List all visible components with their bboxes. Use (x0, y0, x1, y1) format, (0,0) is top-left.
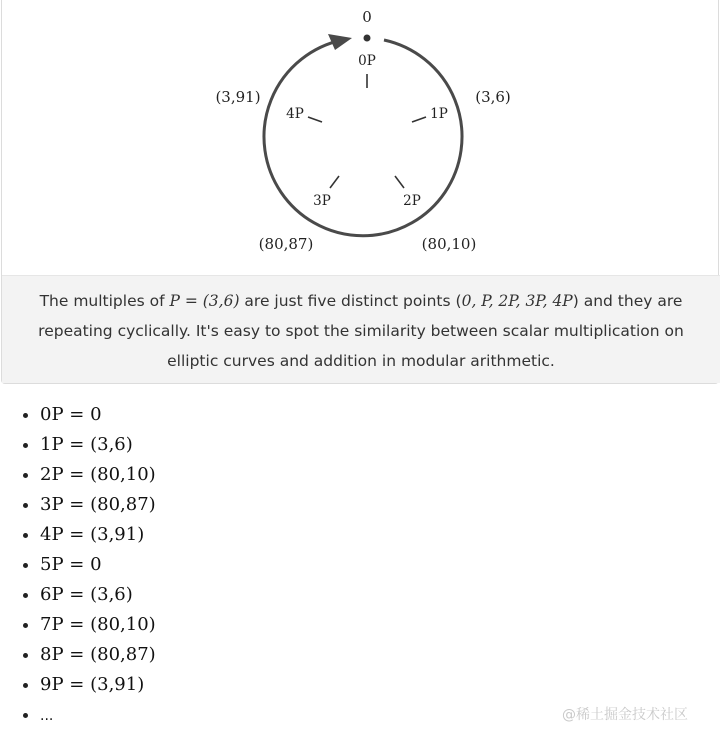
point-label-80-10: (80,10) (421, 235, 477, 253)
point-label-3-91: (3,91) (215, 88, 261, 106)
node-label-2p: 2P (403, 193, 421, 209)
list-item: 8P = (80,87) (18, 640, 156, 670)
point-label-3-6: (3,6) (475, 88, 511, 106)
watermark: @稀土掘金技术社区 (562, 707, 688, 723)
tick-3p (330, 176, 339, 188)
node-label-4p: 4P (286, 106, 304, 122)
figure (1, 0, 719, 384)
arrow-head-icon (328, 34, 352, 50)
caption-point-set: 0, P, 2P, 3P, 4P (461, 292, 573, 310)
caption-prefix: The multiples of (39, 292, 170, 310)
cycle-arc (264, 40, 462, 236)
caption-p-equation: P = (3,6) (169, 292, 240, 310)
list-item: 9P = (3,91) (18, 670, 156, 700)
figure-caption (2, 275, 720, 383)
tick-2p (395, 176, 404, 188)
point-label-80-87: (80,87) (258, 235, 314, 253)
cycle-svg (2, 0, 720, 275)
list-item: 4P = (3,91) (18, 520, 156, 550)
node-label-1p: 1P (430, 106, 448, 122)
list-item: 3P = (80,87) (18, 490, 156, 520)
list-item: 1P = (3,6) (18, 430, 156, 460)
list-item: 2P = (80,10) (18, 460, 156, 490)
list-item (18, 700, 156, 730)
ellipsis-text: ... (40, 708, 54, 724)
node-label-0p: 0P (358, 53, 376, 69)
list-item: 5P = 0 (18, 550, 156, 580)
caption-middle: are just five distinct points ( (239, 292, 462, 310)
caption-suffix: ) and they are repeating cyclically. It's easy to spot the similarity between scalar multiplication on elliptic curves and addition in modular arithmetic. (38, 292, 684, 370)
node-label-3p: 3P (313, 193, 331, 209)
zero-point-dot (364, 35, 371, 42)
top-zero-label: 0 (362, 8, 372, 26)
list-item: 6P = (3,6) (18, 580, 156, 610)
list-item: 7P = (80,10) (18, 610, 156, 640)
multiples-list (18, 400, 156, 730)
tick-4p (308, 117, 322, 122)
cyclic-group-diagram (2, 0, 720, 275)
tick-1p (412, 117, 426, 122)
list-item: 0P = 0 (18, 400, 156, 430)
